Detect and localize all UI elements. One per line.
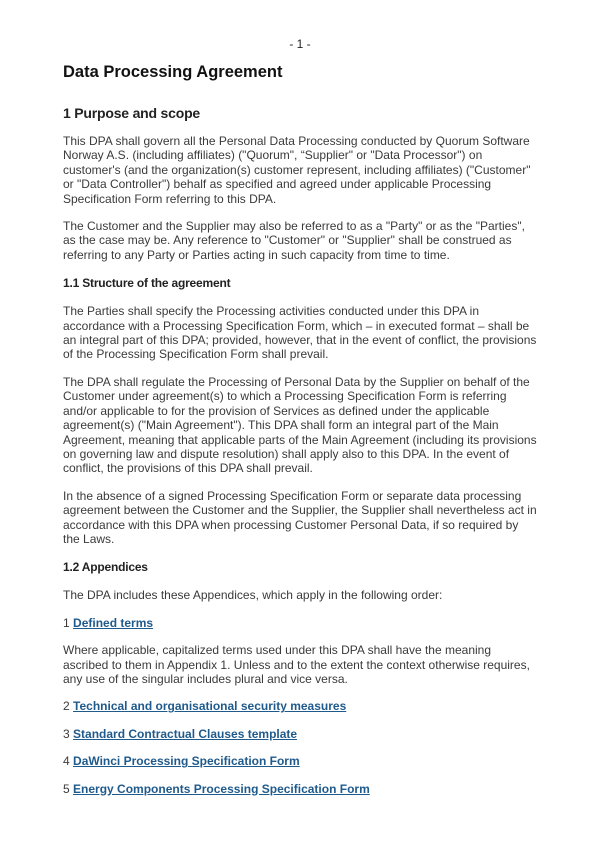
appendix-2-number: 2 bbox=[63, 699, 70, 714]
appendix-5-item bbox=[63, 782, 538, 796]
document-title: Data Processing Agreement bbox=[63, 63, 283, 81]
appendix-5-number: 5 bbox=[63, 781, 70, 796]
document-body bbox=[63, 62, 538, 796]
appendix-1-item bbox=[63, 616, 538, 630]
appendix-3-link[interactable]: Standard Contractual Clauses template bbox=[73, 726, 298, 741]
section-1-paragraph-2: The Customer and the Supplier may also be referred to as a "Party" or as the "Parties", as the case may be. Any reference to "Customer" or "Supplier" shall be construed as referring to any Party or Parties acting in such capacity from time to time. bbox=[63, 219, 525, 262]
section-1-paragraph-1: This DPA shall govern all the Personal Data Processing conducted by Quorum Software Norway A.S. (including affiliates) ("Quorum", “Supplier" or "Data Processor") on customer's (and the organization(s) customer represent, including affiliates) ("Customer" or "Data Controller") behalf as specified and agreed under applicable Processing Specification Form referring to this DPA. bbox=[63, 134, 531, 206]
section-1-1-paragraph-3: In the absence of a signed Processing Specification Form or separate data processing agreement between the Customer and the Supplier, the Supplier shall nevertheless act in accordance with this DPA when processing Customer Personal Data, if so required by the Laws. bbox=[63, 488, 537, 546]
appendix-1-link[interactable]: Defined terms bbox=[73, 615, 154, 630]
appendix-5-link[interactable]: Energy Components Processing Specification Form bbox=[73, 781, 370, 796]
appendices-intro: The DPA includes these Appendices, which apply in the following order: bbox=[63, 588, 443, 603]
section-1-1-heading: 1.1 Structure of the agreement bbox=[63, 276, 231, 291]
appendix-2-item bbox=[63, 699, 538, 713]
appendix-4-link[interactable]: DaWinci Processing Specification Form bbox=[73, 754, 300, 769]
section-1-heading: 1 Purpose and scope bbox=[63, 105, 201, 121]
section-1-2-heading: 1.2 Appendices bbox=[63, 560, 148, 575]
appendix-2-link[interactable]: Technical and organisational security measures bbox=[73, 699, 347, 714]
section-1-1-paragraph-1: The Parties shall specify the Processing activities conducted under this DPA in accordance with a Processing Specification Form, which – in executed format – shall be an integral part of this DPA; provided, however, that in the event of conflict, the provisions of the Processing Specification Form shall prevail. bbox=[63, 304, 537, 362]
page-number: - 1 - bbox=[289, 37, 311, 51]
appendix-3-number: 3 bbox=[63, 726, 70, 741]
appendix-3-item bbox=[63, 727, 538, 741]
appendix-4-item bbox=[63, 754, 538, 768]
appendix-1-number: 1 bbox=[63, 615, 70, 630]
appendix-1-description: Where applicable, capitalized terms used under this DPA shall have the meaning ascribed to them in Appendix 1. Unless and to the extent the context otherwise requires, any use of the singular includes plural and vice versa. bbox=[63, 643, 530, 686]
section-1-1-paragraph-2: The DPA shall regulate the Processing of Personal Data by the Supplier on behalf of the Customer under agreement(s) to which a Processing Specification Form is referring and/or applicable to for the provision of Services as defined under the applicable agreement(s) ("Main Agreement"). This DPA shall form an integral part of the Main Agreement, meaning that applicable parts of the Main Agreement (including its provisions on governing law and dispute resolution) shall apply also to this DPA. In the event of conflict, the provisions of this DPA shall prevail. bbox=[63, 374, 537, 476]
appendix-4-number: 4 bbox=[63, 754, 70, 769]
